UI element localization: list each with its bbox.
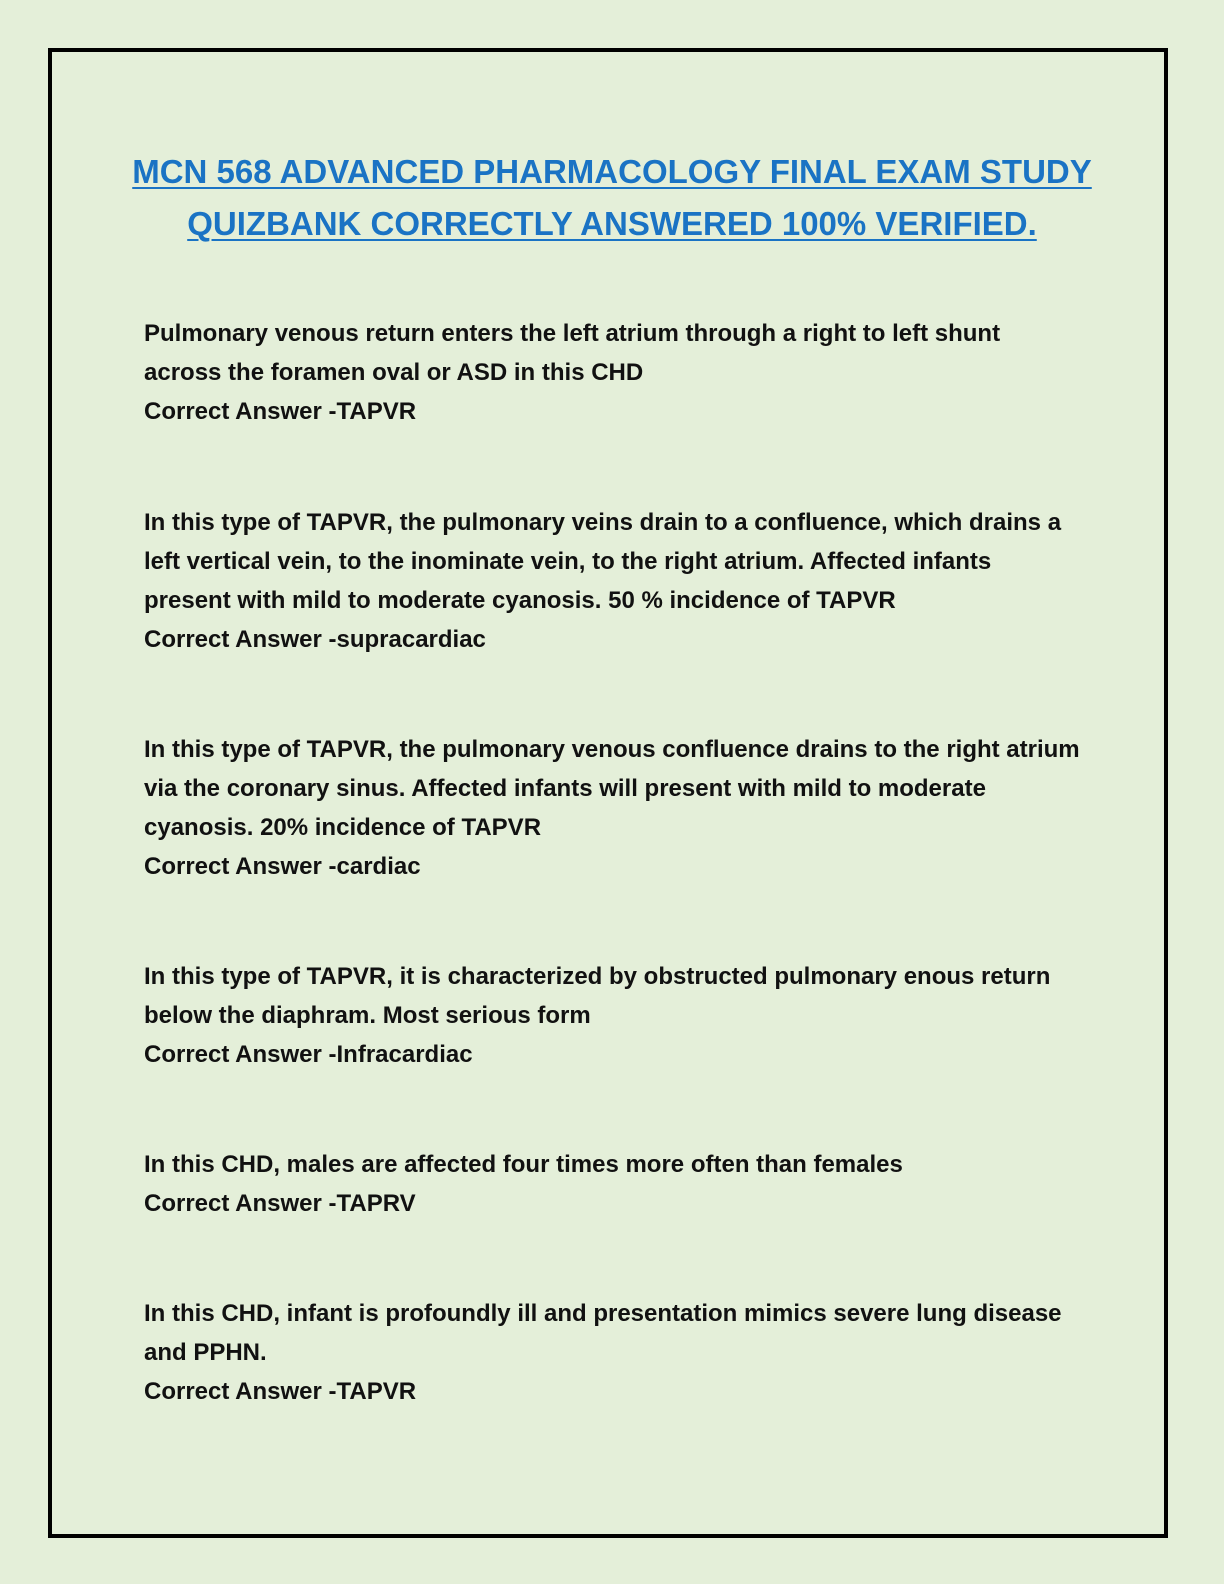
qa-item-6 bbox=[144, 1294, 1084, 1411]
qa-item-5 bbox=[144, 1145, 1084, 1223]
qa-item-1 bbox=[144, 314, 1084, 431]
question-text: In this CHD, males are affected four times more often than females bbox=[144, 1151, 903, 1178]
answer-text: Correct Answer -supracardiac bbox=[144, 626, 486, 653]
answer-text: Correct Answer -TAPRV bbox=[144, 1190, 416, 1217]
qa-item-2 bbox=[144, 503, 1084, 659]
answer-text: Correct Answer -TAPVR bbox=[144, 1378, 417, 1405]
question-text: In this CHD, infant is profoundly ill and presentation mimics severe lung disease and PPHN. bbox=[144, 1300, 1062, 1366]
question-text: In this type of TAPVR, the pulmonary veins drain to a confluence, which drains a left vertical vein, to the inominate vein, to the right atrium. Affected infants present with mild to moderate cyanosis. 50 % incidence of TAPVR bbox=[144, 509, 1062, 614]
qa-item-3 bbox=[144, 730, 1084, 886]
answer-text: Correct Answer -Infracardiac bbox=[144, 1041, 473, 1068]
question-text: In this type of TAPVR, the pulmonary venous confluence drains to the right atrium via the coronary sinus. Affected infants will present with mild to moderate cyanosis. 20% incidence of TAPVR bbox=[144, 736, 1080, 841]
question-text: Pulmonary venous return enters the left atrium through a right to left shunt across the foramen oval or ASD in this CHD bbox=[144, 320, 1001, 386]
question-text: In this type of TAPVR, it is characterized by obstructed pulmonary enous return below the diaphram. Most serious form bbox=[144, 963, 1051, 1029]
document-title: MCN 568 ADVANCED PHARMACOLOGY FINAL EXAM STUDY QUIZBANK CORRECTLY ANSWERED 100% VERIFIED. bbox=[132, 153, 1092, 242]
answer-text: Correct Answer -TAPVR bbox=[144, 398, 417, 425]
qa-item-4 bbox=[144, 957, 1084, 1074]
answer-text: Correct Answer -cardiac bbox=[144, 853, 421, 880]
